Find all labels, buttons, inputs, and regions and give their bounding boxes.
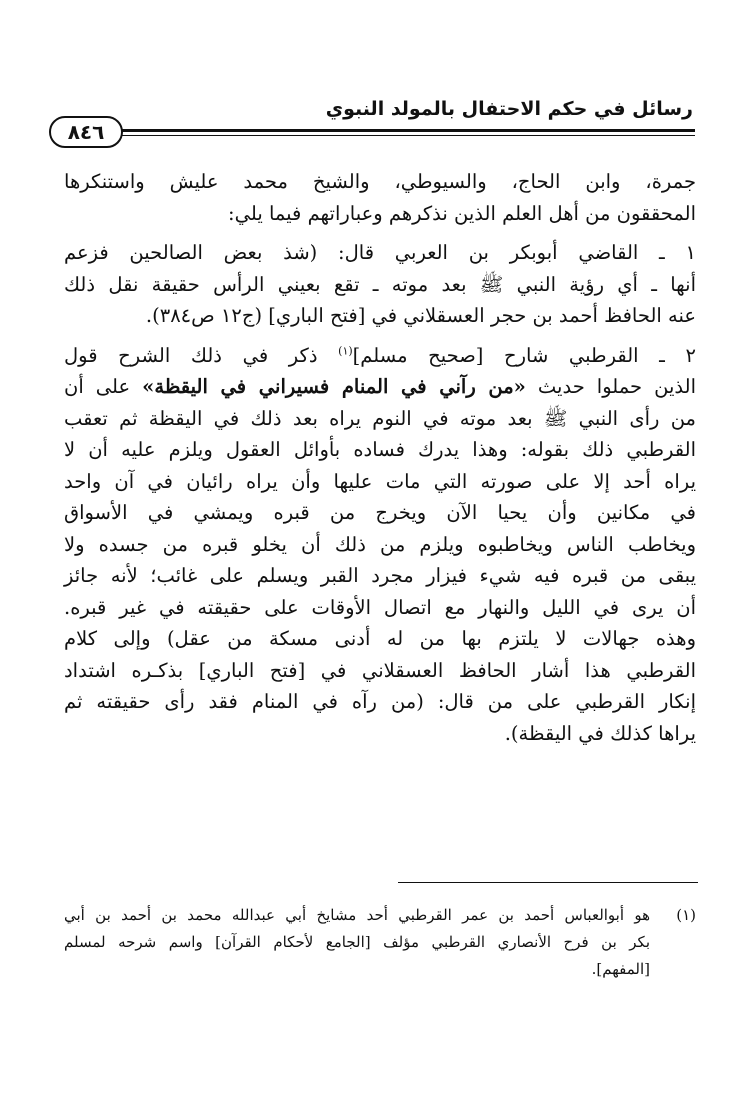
text-span: ذكر في ذلك الشرح قول [64, 343, 339, 367]
text-line: يراها كذلك في اليقظة). [504, 721, 696, 745]
paragraph-item-1 [64, 237, 696, 332]
text-span: ٢ ـ القرطبي شارح [صحيح مسلم] [352, 343, 696, 367]
footnote-line: هو أبوالعباس أحمد بن عمر القرطبي أحد مشايخ أبي عبدالله محمد بن أحمد بن أبي [64, 906, 650, 924]
text-line: ١ ـ القاضي أبوبكر بن العربي قال: (شذ بعض الصالحين فزعم [64, 241, 696, 264]
text-line: أن يرى في الليل والنهار مع اتصال الأوقات على حقيقته في غير قبره. [64, 595, 696, 619]
text-line: في مكانين وأن يحيا الآن ويخرج من قبره ويمشي في الأسواق [64, 501, 696, 524]
text-line [64, 340, 696, 372]
text-line: جمرة، وابن الحاج، والسيوطي، والشيخ محمد عليش واستنكرها [64, 170, 696, 193]
hadith-quote: «من رآني في المنام فسيراني في اليقظة» [142, 375, 526, 398]
main-text [64, 166, 696, 757]
footnote [64, 902, 696, 983]
running-title: رسائل في حكم الاحتفال بالمولد النبوي [325, 98, 693, 120]
text-line: وهذه جهالات لا يلتزم بها من له أدنى مسكة من عقل) وإلى كلام [64, 627, 696, 650]
text-line: ويخاطب الناس ويخاطبوه ويلزم من ذلك أن يخلو قبره من جسده ولا [64, 532, 696, 556]
text-line: إنكار القرطبي على من قال: (من رآه في المنام فقد رأى حقيقته ثم [64, 690, 696, 713]
text-span: الذين حملوا حديث [525, 375, 696, 398]
text-line: القرطبي ذلك بقوله: وهذا يدرك فساده بأوائل العقول ويلزم عليه أن لا [64, 438, 696, 461]
text-span: على أن [64, 375, 143, 398]
text-line: أنها ـ أي رؤية النبي ﷺ بعد موته ـ تقع بعيني الرأس حقيقة نقل ذلك [64, 272, 696, 296]
text-line [64, 371, 696, 403]
footnote-body [64, 902, 650, 983]
text-line: المحققون من أهل العلم الذين نذكرهم وعباراتهم فيما يلي: [228, 201, 696, 225]
footnote-line: بكر بن فرح الأنصاري القرطبي مؤلف [الجامع لأحكام القرآن] واسم شرحه لمسلم [64, 933, 650, 951]
text-line: القرطبي هذا أشار الحافظ العسقلاني في [فتح الباري] بذكـره اشتداد [64, 658, 696, 682]
page-number-badge [49, 116, 123, 148]
text-line: يراه أحد إلا على صورته التي مات عليها وأن يراه رائيان في آن واحد [64, 469, 696, 493]
text-line: عنه الحافظ أحمد بن حجر العسقلاني في [فتح الباري] (ج١٢ ص٣٨٤). [145, 304, 696, 327]
footnote-line: [المفهم]. [591, 960, 650, 978]
page-header [55, 88, 695, 168]
paragraph-item-2 [64, 340, 696, 750]
header-rule-thick [55, 129, 695, 132]
header-rule-thin [55, 135, 695, 136]
footnote-separator [398, 882, 698, 883]
paragraph-intro [64, 166, 696, 229]
page-number: ٨٤٦ [67, 120, 105, 144]
text-line: من رأى النبي ﷺ بعد موته في النوم يراه بعد ذلك في اليقظة ثم تعقب [64, 406, 696, 430]
text-line: يبقى من قبره فيه شيء فيزار مجرد القبر ويسلم على غائب؛ لأنه جائز [64, 564, 696, 587]
footnote-marker: (١) [676, 906, 696, 924]
footnote-reference[interactable]: (١) [338, 344, 353, 357]
